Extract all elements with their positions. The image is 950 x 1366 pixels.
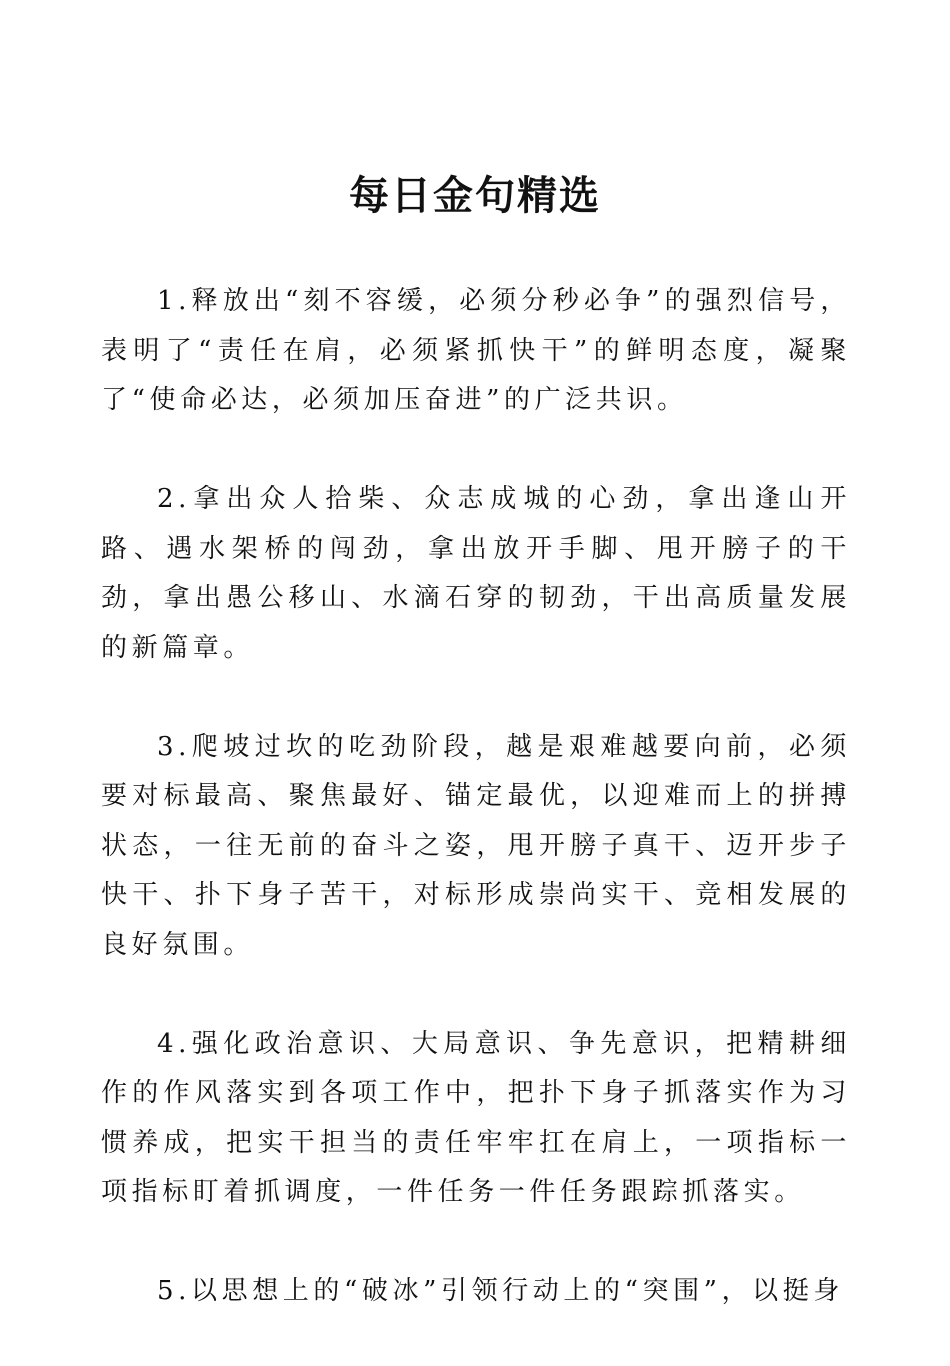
document-body <box>101 277 851 1366</box>
paragraph-2: 2.拿出众人拾柴、众志成城的心劲，拿出逢山开路、遇水架桥的闯劲，拿出放开手脚、甩开膀子的干劲，拿出愚公移山、水滴石穿的韧劲，干出高质量发展的新篇章。 <box>101 484 851 663</box>
document-title: 每日金句精选 <box>349 172 601 219</box>
paragraph-1: 1.释放出“刻不容缓，必须分秒必争”的强烈信号，表明了“责任在肩，必须紧抓快干”的鲜明态度，凝聚了“使命必达，必须加压奋进”的广泛共识。 <box>101 286 851 415</box>
paragraph-4: 4.强化政治意识、大局意识、争先意识，把精耕细作的作风落实到各项工作中，把扑下身子抓落实作为习惯养成，把实干担当的责任牢牢扛在肩上，一项指标一项指标盯着抓调度，一件任务一件任务跟踪抓落实。 <box>101 1028 851 1207</box>
paragraph-3: 3.爬坡过坎的吃劲阶段，越是艰难越要向前，必须要对标最高、聚焦最好、锚定最优，以迎难而上的拼搏状态，一往无前的奋斗之姿，甩开膀子真干、迈开步子快干、扑下身子苦干，对标形成崇尚实干、竞相发展的良好氛围。 <box>101 731 851 960</box>
paragraph-5: 5.以思想上的“破冰”引领行动上的“突围”，以挺身 <box>157 1276 844 1306</box>
